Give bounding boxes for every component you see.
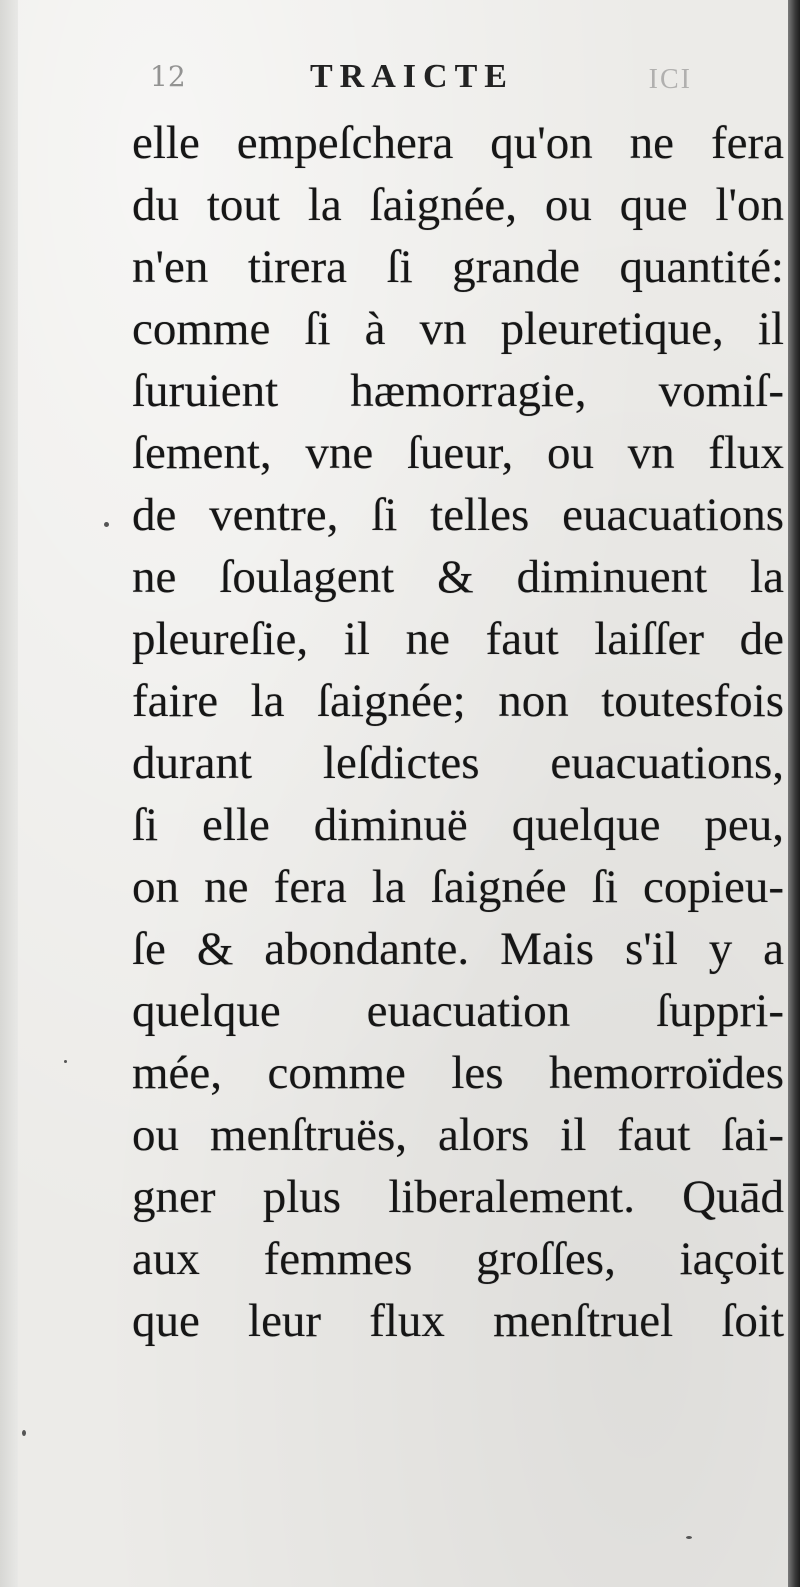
text-line: ou menſtruës, alors il faut ſai-	[132, 1109, 784, 1161]
text-line: mée, comme les hemorroïdes	[132, 1047, 784, 1099]
text-line: ſement, vne ſueur, ou vn flux	[132, 427, 784, 479]
text-line: on ne fera la ſaignée ſi copieu-	[132, 861, 784, 913]
text-line: ſuruient hæmorragie, vomiſ-	[132, 365, 784, 417]
paper-speck	[104, 522, 109, 527]
page-left-margin	[0, 0, 18, 1587]
text-line: n'en tirera ſi grande quantité:	[132, 241, 784, 293]
text-line: de ventre, ſi telles euacuations	[132, 489, 784, 541]
page-number: 12	[150, 60, 186, 93]
page-gutter-shadow	[788, 0, 800, 1587]
text-line: ſi elle diminuë quelque peu,	[132, 799, 784, 851]
text-line: ſe & abondante. Mais s'il y a	[132, 923, 784, 975]
paper-speck	[64, 1060, 67, 1063]
paper-speck	[22, 1430, 26, 1436]
page-header	[150, 58, 720, 102]
body-text	[132, 112, 784, 1352]
text-line: elle empeſchera qu'on ne fera	[132, 117, 784, 169]
text-line: gner plus liberalement. Quād	[132, 1171, 784, 1223]
paper-speck	[686, 1536, 692, 1539]
text-line: pleureſie, il ne faut laiſſer de	[132, 613, 784, 665]
text-line: durant leſdictes euacuations,	[132, 737, 784, 789]
running-title: TRAICTE	[310, 58, 514, 95]
text-line: aux femmes groſſes, iaçoit	[132, 1233, 784, 1285]
text-line: ne ſoulagent & diminuent la	[132, 551, 784, 603]
text-line: du tout la ſaignée, ou que l'on	[132, 179, 784, 231]
text-line: faire la ſaignée; non toutesfois	[132, 675, 784, 727]
text-line: comme ſi à vn pleuretique, il	[132, 303, 784, 355]
bleed-through-mark: ICI	[648, 64, 692, 95]
text-line: que leur flux menſtruel ſoit	[132, 1295, 784, 1347]
text-line: quelque euacuation ſuppri-	[132, 985, 784, 1037]
